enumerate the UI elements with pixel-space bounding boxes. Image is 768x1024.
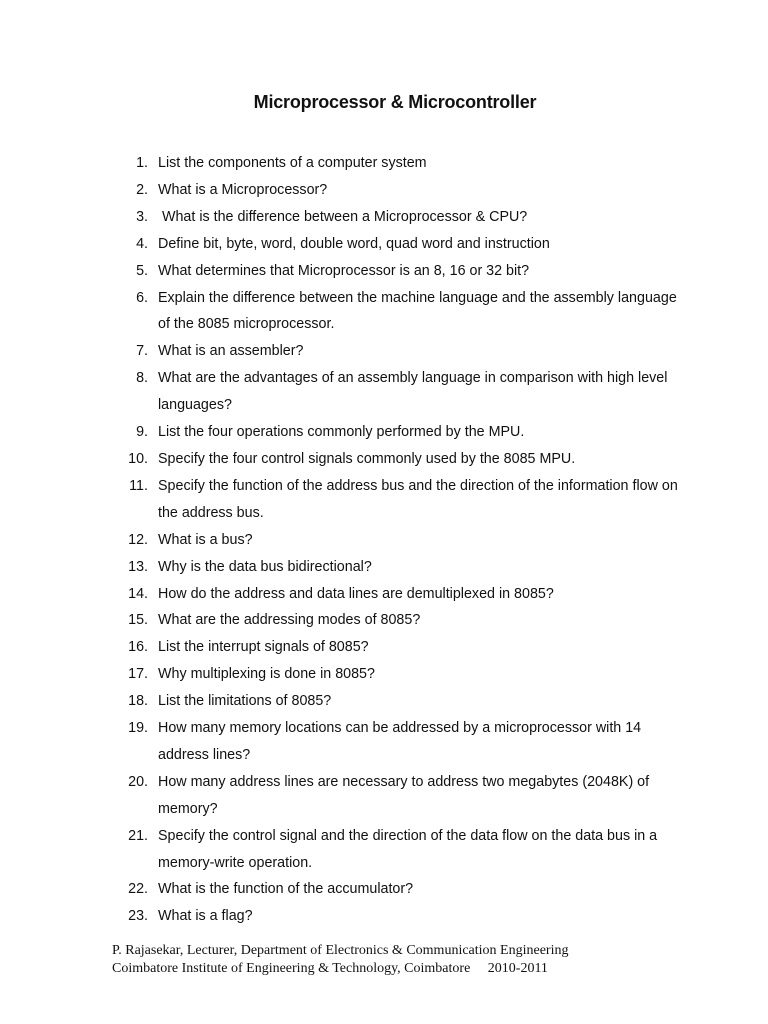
question-number: 5. xyxy=(136,262,148,279)
list-item xyxy=(0,661,768,688)
question-number: 20. xyxy=(128,773,148,790)
question-number: 11. xyxy=(129,477,148,494)
list-item xyxy=(0,688,768,715)
question-number: 22. xyxy=(128,881,148,898)
question-text: What is a flag? xyxy=(158,908,253,925)
question-text: What is the function of the accumulator? xyxy=(158,881,414,898)
list-item xyxy=(0,446,768,473)
question-number: 16. xyxy=(128,639,148,656)
list-item xyxy=(0,823,768,877)
question-number: 21. xyxy=(128,827,148,844)
question-list xyxy=(0,150,768,930)
question-number: 1. xyxy=(136,155,148,171)
question-text: How many memory locations can be addressed by a microprocessor with 14 address lines? xyxy=(158,720,642,763)
question-text: What is a Microprocessor? xyxy=(158,181,328,198)
question-text: Why multiplexing is done in 8085? xyxy=(158,666,375,683)
footer-author-line: P. Rajasekar, Lecturer, Department of Electronics & Communication Engineering xyxy=(112,943,569,958)
list-item xyxy=(0,715,768,769)
question-number: 12. xyxy=(128,531,148,548)
question-text: How do the address and data lines are demultiplexed in 8085? xyxy=(158,585,554,602)
list-item xyxy=(0,204,768,231)
page-footer xyxy=(112,942,568,978)
list-item xyxy=(0,231,768,258)
list-item xyxy=(0,365,768,419)
question-text: What is the difference between a Microprocessor & CPU? xyxy=(158,208,528,225)
question-text: What is an assembler? xyxy=(158,343,304,360)
question-number: 15. xyxy=(128,612,148,629)
question-text: List the interrupt signals of 8085? xyxy=(158,639,369,656)
list-item xyxy=(0,607,768,634)
list-item xyxy=(0,769,768,823)
page-title: Microprocessor & Microcontroller xyxy=(253,92,537,112)
list-item xyxy=(0,338,768,365)
question-number: 23. xyxy=(128,908,148,925)
question-number: 13. xyxy=(128,558,148,575)
question-number: 8. xyxy=(136,370,148,387)
list-item xyxy=(0,527,768,554)
question-text: What are the addressing modes of 8085? xyxy=(158,612,421,629)
question-text: What is a bus? xyxy=(158,531,253,548)
list-item xyxy=(0,285,768,339)
list-item xyxy=(0,150,768,177)
question-text: Why is the data bus bidirectional? xyxy=(158,558,372,575)
list-item xyxy=(0,554,768,581)
question-number: 19. xyxy=(128,720,148,737)
list-item xyxy=(0,258,768,285)
question-text: Specify the four control signals commonly used by the 8085 MPU. xyxy=(158,450,576,467)
list-item xyxy=(0,177,768,204)
list-item xyxy=(0,581,768,608)
question-text: What determines that Microprocessor is an 8, 16 or 32 bit? xyxy=(158,262,530,279)
question-number: 9. xyxy=(136,424,148,441)
question-number: 10. xyxy=(128,450,148,467)
list-item xyxy=(0,419,768,446)
question-number: 14. xyxy=(128,585,148,602)
question-text: How many address lines are necessary to address two megabytes (2048K) of memory? xyxy=(158,773,650,817)
question-text: Define bit, byte, word, double word, quad word and instruction xyxy=(158,235,550,252)
question-text: What are the advantages of an assembly language in comparison with high level languages? xyxy=(158,370,668,414)
question-number: 18. xyxy=(128,693,148,710)
question-text: List the limitations of 8085? xyxy=(158,693,332,710)
list-item xyxy=(0,473,768,527)
question-number: 6. xyxy=(136,289,148,306)
question-number: 2. xyxy=(136,181,148,198)
question-number: 7. xyxy=(136,343,148,360)
question-number: 17. xyxy=(128,666,148,683)
question-text: Specify the control signal and the direction of the data flow on the data bus in a memory-write operation. xyxy=(158,827,658,871)
list-item xyxy=(0,903,768,930)
question-text: Explain the difference between the machine language and the assembly language of the 8085 microprocessor. xyxy=(158,289,677,333)
question-text: List the components of a computer system xyxy=(158,155,427,171)
list-item xyxy=(0,634,768,661)
footer-institute-line: Coimbatore Institute of Engineering & Technology, Coimbatore 2010-2011 xyxy=(112,961,548,976)
question-number: 3. xyxy=(136,208,148,225)
list-item xyxy=(0,876,768,903)
question-text: List the four operations commonly performed by the MPU. xyxy=(158,424,525,441)
question-number: 4. xyxy=(136,235,148,252)
question-text: Specify the function of the address bus and the direction of the information flow on the address bus. xyxy=(158,477,678,521)
